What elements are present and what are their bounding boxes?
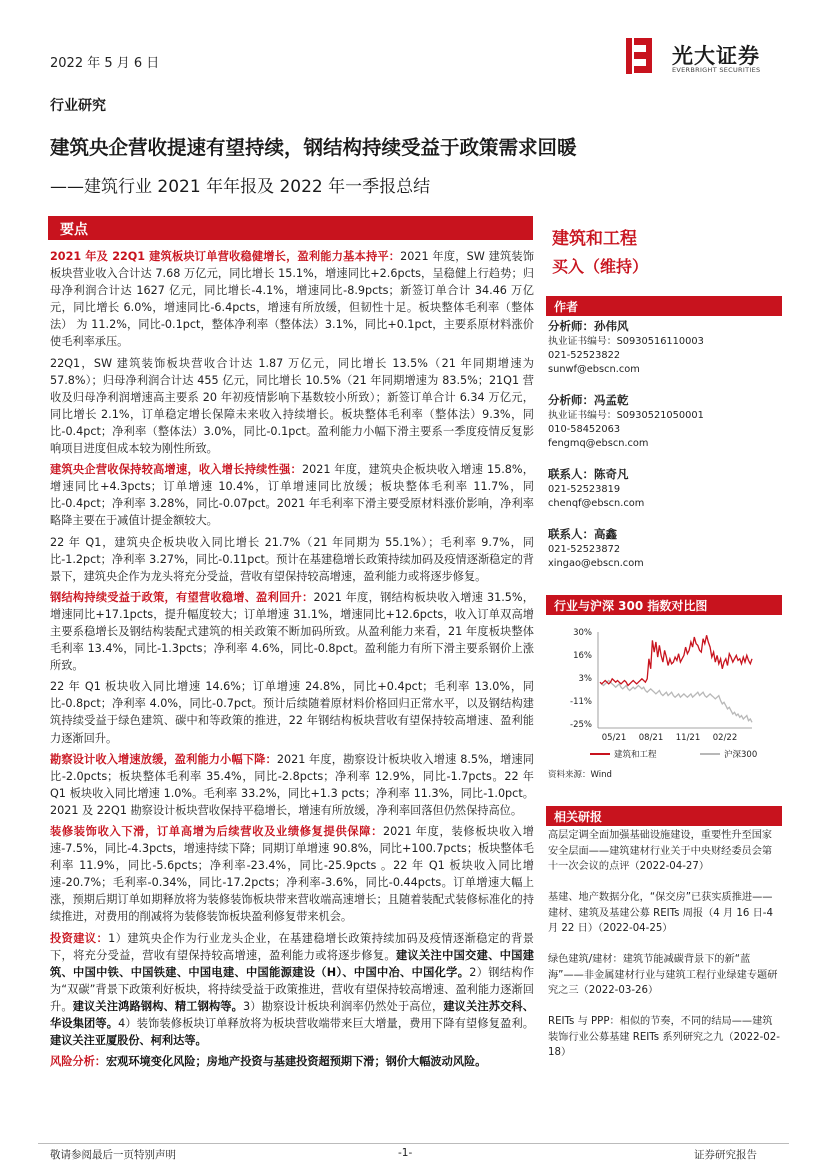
report-date: 2022 年 5 月 6 日 bbox=[50, 56, 160, 71]
logo-subtitle: EVERBRIGHT SECURITIES bbox=[672, 66, 761, 74]
contact-block: 联系人：陈奇凡 021-52523819 chenqf@ebscn.com bbox=[548, 467, 645, 510]
authors-bar bbox=[546, 296, 782, 316]
paragraph: 勘察设计收入增速放缓，盈利能力小幅下降：2021 年度，勘察设计板块收入增速 8.5%，增速同比-2.0pcts；板块整体毛利率 35.4%，同比-2.8pcts；净利率 12.9%，同比-1.7pcts。22 年 Q1 板块收入同比增速 1.0%。毛利率 33.2%，同比+1.3 pcts；净利率 11.3%，同比-1.0pct。2021 及 22Q1 勘察设计板块营收保持平稳增长，增速有所放缓，净利率回落但仍然保持高位。 bbox=[50, 752, 534, 817]
rating: 买入（维持） bbox=[552, 257, 649, 276]
paragraph: 22 年 Q1，建筑央企板块收入同比增长 21.7%（21 年同期为 55.1%）；毛利率 9.7%，同比-1.2pct；净利率 3.27%，同比-0.11pct。预计在基建稳增长政策持续加码及疫情逐渐稳定的背景下，建筑央企作为龙头将充分受益，营收有望保持较高增速，盈利能力或将逐步修复。 bbox=[50, 535, 534, 583]
index-comparison-chart bbox=[546, 620, 782, 780]
x-tick-label: 05/21 bbox=[601, 733, 627, 743]
authors-label: 作者 bbox=[554, 300, 579, 314]
research-item[interactable]: REITs 与 PPP：相似的节奏，不同的结局——建筑装饰行业公募基建 REITs 系列研究之九（2022-02-18） bbox=[548, 1016, 780, 1059]
legend-label: 建筑和工程 bbox=[614, 750, 657, 760]
series-line bbox=[600, 681, 752, 723]
x-tick-label: 02/22 bbox=[712, 733, 738, 743]
y-tick-label: 16% bbox=[573, 651, 592, 661]
x-tick-label: 11/21 bbox=[675, 733, 701, 743]
y-tick-label: 30% bbox=[573, 628, 592, 638]
series-line bbox=[600, 635, 752, 685]
footer-report-type: 证券研究报告 bbox=[694, 1149, 757, 1161]
chart-source: 资料来源：Wind bbox=[548, 770, 612, 780]
key-points-bar bbox=[48, 216, 533, 240]
y-tick-label: -25% bbox=[570, 720, 592, 730]
paragraph: 22 年 Q1 板块收入同比增速 14.6%；订单增速 24.8%，同比+0.4pct；毛利率 13.0%，同比-0.8pct；净利率 4.0%，同比-0.7pct。预计后续随着原材料价格回归正常水平，以及钢结构建筑持续受益于绿色建筑、碳中和等政策的推进，22 年钢结构板块营收有望保持较高增速、盈利能力逐渐回升。 bbox=[50, 680, 534, 745]
report-type: 行业研究 bbox=[50, 98, 106, 114]
report-subtitle: ——建筑行业 2021 年年报及 2022 年一季报总结 bbox=[50, 177, 431, 197]
paragraph: 装修装饰收入下滑，订单高增为后续营收及业绩修复提供保障：2021 年度，装修板块收入增速-7.5%，同比-4.3pcts，增速持续下降；同期订单增速 90.8%，同比+100.7pcts；板块整体毛利率 11.9%，同比-5.6pcts；净利率-23.4%，同比-25.9pcts 。22 年 Q1 板块收入同比增速-20.7%；毛利率-0.34%，同比-17.2pcts；净利率-3.6%，同比-0.44pcts。订单增速大幅上涨，预期后期订单如期释放将为装修装饰板块带来营收端高速增长；且随着装配式装修标准化的持续推进，对费用的削减将为装修装饰板块盈利修复带来机会。 bbox=[50, 825, 534, 924]
legend-label: 沪深300 bbox=[724, 750, 758, 760]
paragraph: 钢结构持续受益于政策，有望营收稳增、盈利回升：2021 年度，钢结构板块收入增速 31.5%，增速同比+17.1pcts，提升幅度较大；订单增速 31.1%，增速同比+12.6pcts，收入订单双高增主要系稳增长及钢结构装配式建筑的相关政策不断加码所致。从盈利能力来看，21 年度板块整体毛利率 13.4%，同比-1.3pcts；净利率 4.6%，同比-0.8pct。盈利能力有所下滑主要系钢价上涨所致。 bbox=[50, 590, 534, 673]
y-tick-label: 3% bbox=[578, 674, 592, 684]
x-tick-label: 08/21 bbox=[638, 733, 664, 743]
logo-wordmark: 光大证券 bbox=[672, 44, 760, 68]
contact-block: 联系人：高鑫 021-52523872 xingao@ebscn.com bbox=[548, 527, 644, 570]
analyst-block: 分析师：孙伟风 执业证书编号：S0930516110003 021-52523822 sunwf@ebscn.com bbox=[548, 319, 704, 376]
page-number: -1- bbox=[398, 1147, 413, 1159]
key-points-label: 要点 bbox=[60, 222, 88, 238]
paragraph: 建筑央企营收保持较高增速，收入增长持续性强：2021 年度，建筑央企板块收入增速 15.8%，增速同比+4.3pcts；订单增速 10.4%，订单增速同比放缓；板块整体毛利率 11.7%，同比-0.4pct；净利率 3.28%，同比-0.07pct。2021 年毛利率下滑主要受原材料涨价影响，净利率略降主要在于减值计提金额较大。 bbox=[50, 463, 534, 528]
research-label: 相关研报 bbox=[554, 810, 603, 824]
research-item[interactable]: 绿色建筑/建材：建筑节能减碳背景下的新“蓝海”——非金属建材行业与建筑工程行业绿建专题研究之三（2022-03-26） bbox=[548, 954, 778, 997]
disclaimer-note: 敬请参阅最后一页特别声明 bbox=[50, 1149, 176, 1161]
sector-name: 建筑和工程 bbox=[552, 229, 637, 249]
risk-analysis: 风险分析：宏观环境变化风险；房地产投资与基建投资超预期下滑；钢价大幅波动风险。 bbox=[50, 1055, 487, 1069]
key-points-body bbox=[50, 248, 534, 1074]
investment-advice: 投资建议：1）建筑央企作为行业龙头企业，在基建稳增长政策持续加码及疫情逐渐稳定的背景下，将充分受益，营收有望保持较高增速，盈利能力或将逐步修复。建议关注中国交建、中国建筑、中国中铁、中国铁建、中国电建、中国能源建设（H）、中国中冶、中国化学。2）钢结构作为“双碳”背景下政策利好板块，将持续受益于政策推进，营收有望保持较高增速、盈利能力逐渐回升。建议关注鸿路钢构、精工钢构等。3）勘察设计板块利润率仍然处于高位，建议关注苏交科、华设集团等。4）装饰装修板块订单释放将为板块营收端带来巨大增量，费用下降有望修复盈利。建议关注亚厦股份、柯利达等。 bbox=[50, 931, 535, 1048]
footer-divider bbox=[38, 1143, 789, 1144]
chart-label: 行业与沪深 300 指数对比图 bbox=[554, 599, 708, 613]
paragraph: 2021 年及 22Q1 建筑板块订单营收稳健增长，盈利能力基本持平：2021 年度，SW 建筑装饰板块营业收入合计达 7.68 万亿元，同比增长 15.1%，增速同比+2.6pcts，呈稳健上行趋势；归母净利润合计达 1627 亿元，同比增长-4.1%，增速同比-8.9pcts；新签订单合计 34.46 万亿元，同比增长 6.0%，增速同比-6.4pcts，增速有所放缓，但韧性十足。板块整体毛利率（整体法） 为 11.2%，同比-0.1pct，整体净利率（整体法）3.1%，同比+0.1pct，主要系原材料涨价使毛利率承压。 bbox=[50, 250, 535, 349]
research-item[interactable]: 高层定调全面加强基础设施建设，重要性升至国家安全层面——建筑建材行业关于中央财经委员会第十一次会议的点评（2022-04-27） bbox=[548, 830, 773, 873]
research-item[interactable]: 基建、地产数据分化，“保交房”已获实质推进——建材、建筑及基建公募 REITs 周报（4 月 16 日-4 月 22 日）（2022-04-25） bbox=[548, 892, 773, 935]
report-title: 建筑央企营收提速有望持续，钢结构持续受益于政策需求回暖 bbox=[50, 136, 577, 159]
paragraph: 22Q1，SW 建筑装饰板块营收合计达 1.87 万亿元，同比增长 13.5%（21 年同期增速为 57.8%）；归母净利润合计达 455 亿元，同比增长 10.5%（21 年同期增速为 83.5%；21Q1 营收及归母净利润增速高主要系 20 年初疫情影响下基数较小所致）；新签订单合计 6.34 万亿元，同比增长 2.1%，订单稳定增长保障未来收入持续增长。板块整体毛利率（整体法）9.3%，同比-0.4pct；净利率（整体法）3.0%，同比-0.1pct。盈利能力小幅下滑主要系一季度疫情反复影响项目进度但成本较为刚性所致。 bbox=[50, 356, 534, 456]
analyst-block: 分析师：冯孟乾 执业证书编号：S0930521050001 010-58452063 fengmq@ebscn.com bbox=[548, 393, 704, 450]
y-tick-label: -11% bbox=[570, 697, 592, 707]
